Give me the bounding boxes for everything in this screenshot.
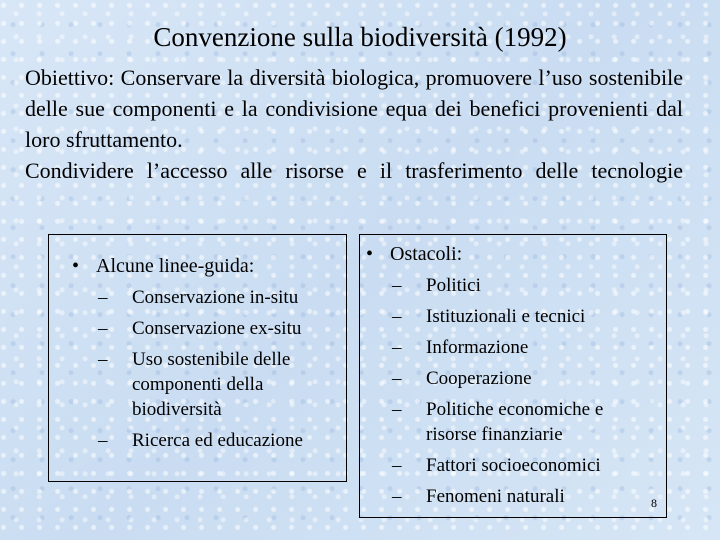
bullet-icon: • [366, 243, 374, 265]
list-item [98, 316, 336, 341]
list-item [98, 428, 336, 453]
list-item [392, 304, 652, 329]
list-item-label: Istituzionali e tecnici [426, 306, 586, 327]
guidelines-list [98, 285, 336, 453]
dash-icon: – [98, 349, 108, 370]
list-item [392, 366, 652, 391]
page-number: 8 [651, 496, 657, 510]
dash-icon: – [392, 399, 402, 420]
list-item-label: Uso sostenibile delle componenti della biodiversità [132, 349, 291, 420]
dash-icon: – [392, 275, 402, 296]
list-item-label: Conservazione in-situ [132, 287, 299, 308]
list-item [392, 453, 652, 478]
dash-icon: – [98, 318, 108, 339]
list-item-label: Informazione [426, 337, 529, 358]
dash-icon: – [392, 455, 402, 476]
guidelines-heading-label: Alcune linee-guida: [96, 255, 255, 277]
list-item [98, 285, 336, 310]
list-item-label: Cooperazione [426, 368, 532, 389]
list-item-label: Ricerca ed educazione [132, 430, 303, 451]
bullet-icon: • [72, 255, 80, 277]
obstacles-list [392, 273, 652, 509]
list-item [392, 273, 652, 298]
obstacles-heading [366, 241, 462, 267]
list-item-label: Politici [426, 275, 481, 296]
list-item [392, 335, 652, 360]
intro-text [25, 62, 683, 186]
list-item-label: Politiche economiche e risorse finanziarie [426, 399, 604, 445]
list-item-label: Conservazione ex-situ [132, 318, 302, 339]
list-item-label: Fattori socioeconomici [426, 455, 601, 476]
dash-icon: – [392, 486, 402, 507]
list-item [392, 397, 652, 447]
list-item [98, 347, 336, 422]
dash-icon: – [98, 287, 108, 308]
dash-icon: – [392, 306, 402, 327]
dash-icon: – [392, 337, 402, 358]
list-item-label: Fenomeni naturali [426, 486, 565, 507]
guidelines-heading [72, 253, 254, 279]
dash-icon: – [392, 368, 402, 389]
slide-title: Convenzione sulla biodiversità (1992) [153, 22, 567, 52]
sharing-paragraph: Condividere l’accesso alle risorse e il trasferimento delle tecnologie [25, 158, 683, 183]
list-item [392, 484, 652, 509]
dash-icon: – [98, 430, 108, 451]
obstacles-heading-label: Ostacoli: [390, 243, 463, 265]
objective-paragraph: Obiettivo: Conservare la diversità biologica, promuovere l’uso sostenibile delle sue componenti e la condivisione equa dei benefici provenienti dal loro sfruttamento. [25, 65, 683, 152]
